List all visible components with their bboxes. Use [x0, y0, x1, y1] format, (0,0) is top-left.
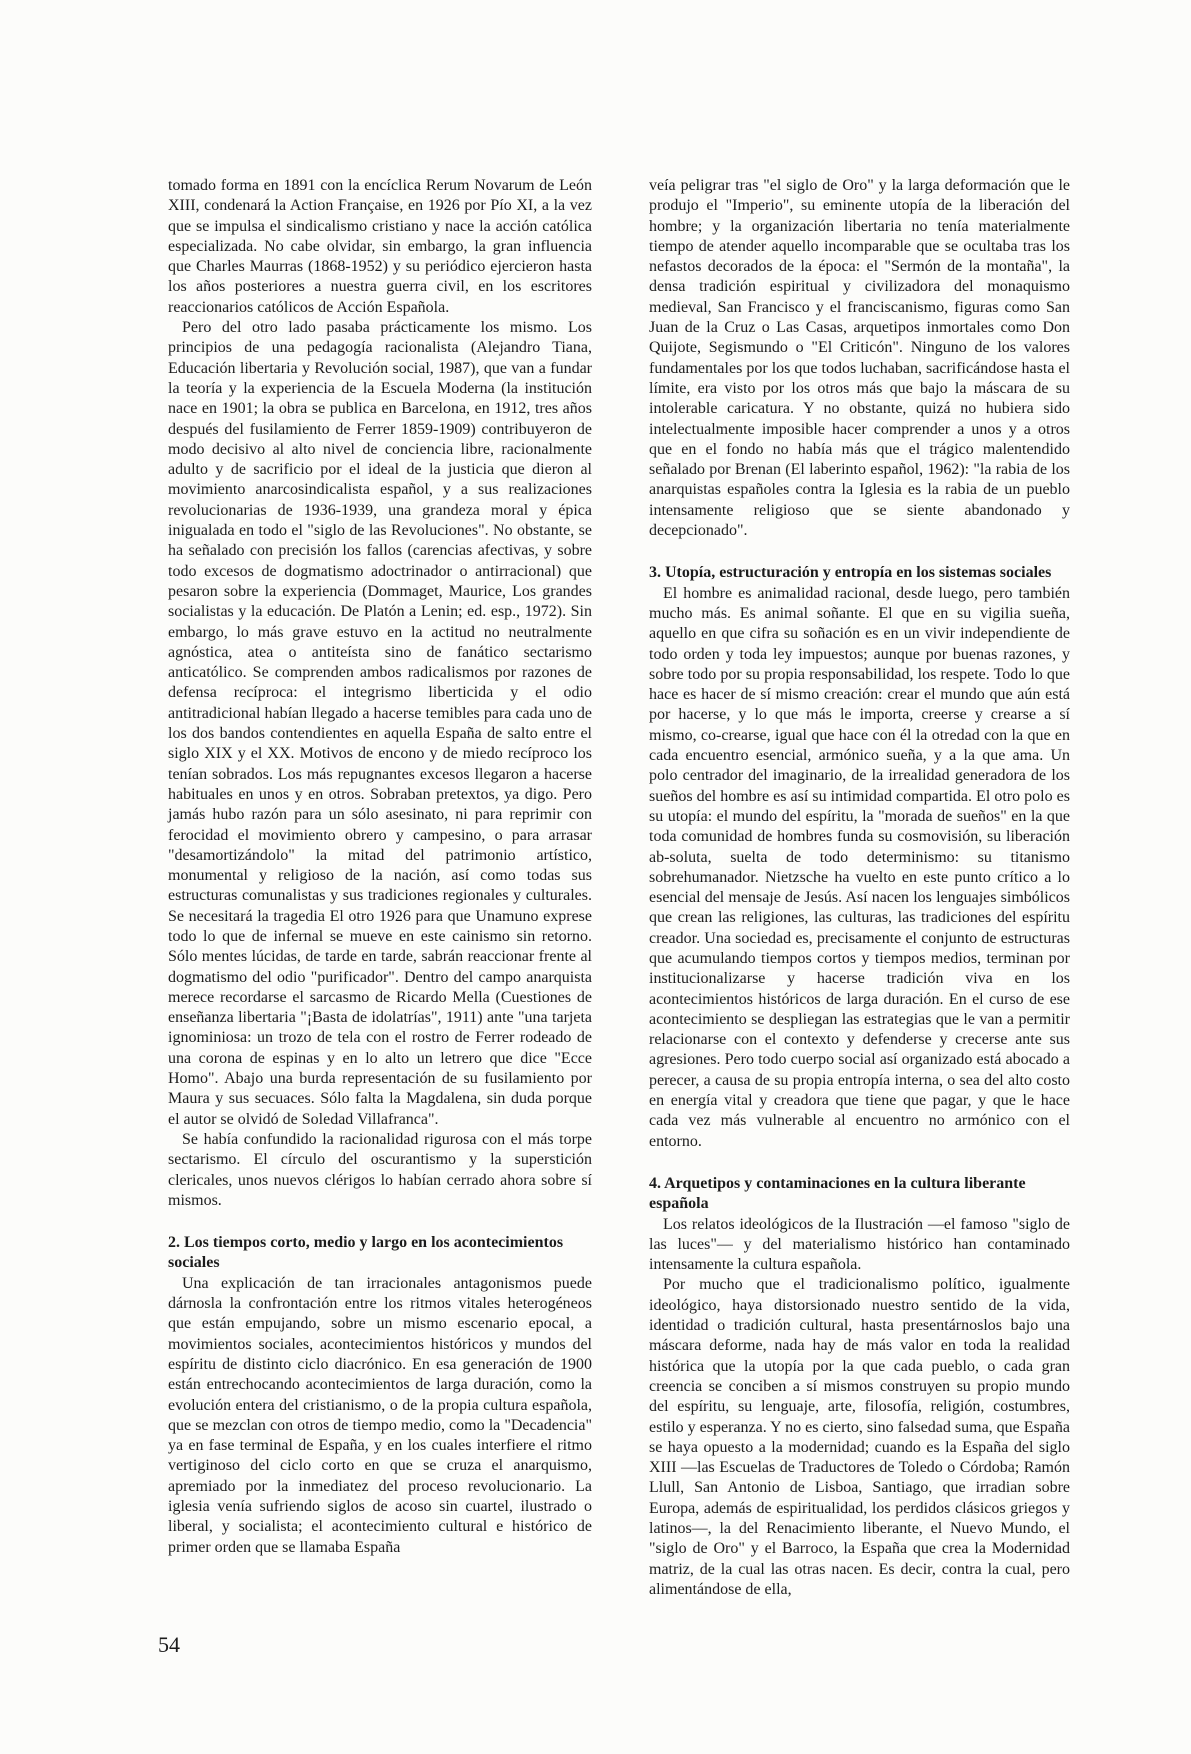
section-heading-3: 3. Utopía, estructuración y entropía en los sistemas sociales	[649, 564, 1052, 582]
right-column	[649, 176, 1070, 1600]
paragraph: veía peligrar tras "el siglo de Oro" y la larga deformación que le produjo el "Imperio", su eminente utopía de la liberación del hombre; y la organización libertaria no tenía materialmente tiempo de atender aquello incomparable que se ocultaba tras los nefastos decorados de la época: el "Sermón de la montaña", la densa tradición espiritual y civilizadora del monaquismo medieval, San Francisco y el franciscanismo, figuras como San Juan de la Cruz o Las Casas, arquetipos inmortales como Don Quijote, Segismundo o "El Criticón". Ninguno de los valores fundamentales por los que todos luchaban, sacrificándose hasta el límite, era visto por los otros más que bajo la máscara de su intolerable caricatura. Y no obstante, quizá no hubiera sido intelectualmente imposible hacer comprender a unos y a otros que en el fondo no había más que el trágico malentendido señalado por Brenan (El laberinto español, 1962): "la rabia de los anarquistas españoles contra la Iglesia es la rabia de un pueblo intensamente religioso que se siente abandonado y decepcionado".	[649, 177, 1070, 540]
paragraph: tomado forma en 1891 con la encíclica Rerum Novarum de León XIII, condenará la Action Française, en 1926 por Pío XI, a la vez que se impulsa el sindicalismo cristiano y nace la acción católica especializada. No cabe olvidar, sin embargo, la gran influencia que Charles Maurras (1868-1952) y su periódico ejercieron hasta los años posteriores a nuestra guerra civil, en los escritores reaccionarios católicos de Acción Española.	[168, 177, 592, 316]
paragraph: Una explicación de tan irracionales antagonismos puede dárnosla la confrontación entre los ritmos vitales heterogéneos que están empujando, sobre un mismo escenario epocal, a movimientos sociales, acontecimientos históricos y mundos del espíritu de distinto ciclo diacrónico. En esa generación de 1900 están entrechocando acontecimientos de larga duración, como la evolución entera del cristianismo, o de la propia cultura española, que se mezclan con otros de tiempo medio, como la "Decadencia" ya en fase terminal de España, y en los cuales interfiere el ritmo vertiginoso del ciclo corto en que se cruza el anarquismo, apremiado por la inmediatez del proceso revolucionario. La iglesia venía sufriendo siglos de acoso sin cuartel, ilustrado o liberal, y socialista; el acontecimiento cultural e histórico de primer orden que se llamaba España	[168, 1274, 592, 1556]
paragraph: Los relatos ideológicos de la Ilustración —el famoso "siglo de las luces"— y del materialismo histórico han contaminado intensamente la cultura española.	[649, 1215, 1070, 1274]
paragraph: Por mucho que el tradicionalismo político, igualmente ideológico, haya distorsionado nuestro sentido de la vida, identidad o tradición cultural, hasta presentárnoslos bajo una máscara deforme, nada hay de más valor en toda la realidad histórica que la utopía por la que cada pueblo, o cada gran creencia se conciben a sí mismos construyen su propio mundo del espíritu, su lenguaje, arte, filosofía, religión, costumbres, estilo y esperanza. Y no es cierto, sino falsedad suma, que España se haya opuesto a la modernidad; cuando es la España del siglo XIII —las Escuelas de Traductores de Toledo o Córdoba; Ramón Llull, San Antonio de Lisboa, Santiago, que irradian sobre Europa, además de espiritualidad, los perdidos clásicos griegos y latinos—, la del Renacimiento liberante, el Nuevo Mundo, el "siglo de Oro" y el Barroco, la España que crea la Modernidad matriz, de la cual las otras nacen. Es decir, contra la cual, pero alimentándose de ella,	[649, 1276, 1070, 1598]
section-heading-2: 2. Los tiempos corto, medio y largo en los acontecimientos sociales	[168, 1234, 564, 1272]
paragraph: El hombre es animalidad racional, desde luego, pero también mucho más. Es animal soñante. El que en su vigilia sueña, aquello en que cifra su soñación es en un vivir independiente de todo orden y toda ley impuestos; aunque por buenas razones, y sobre todo por su propia responsabilidad, los respete. Todo lo que hace es hacer de sí mismo creación: crear el mundo que aún está por hacerse, y lo que más le importa, creerse y crearse a sí mismo, co-crearse, igual que hace con él la otredad con la que en cada encuentro esencial, armónico sueña, y a la que ama. Un polo centrador del imaginario, de la irrealidad generadora de los sueños del hombre es así su intimidad compartida. El otro polo es su utopía: el mundo del espíritu, la "morada de sueños" en la que toda comunidad de hombres funda su cosmovisión, su liberación ab-soluta, suelta de todo determinismo: su titanismo sobrehumanador. Nietzsche ha vuelto en este punto crítico a lo esencial del mensaje de Jesús. Así nacen los lenguajes simbólicos que crean las religiones, las culturas, las tradiciones del espíritu creador. Una sociedad es, precisamente el conjunto de estructuras que acumulando tiempos cortos y tiempos medios, terminan por institucionalizarse y hacerse tradición viva en los acontecimientos históricos de larga duración. En el curso de ese acontecimiento se despliegan las estrategias que le van a permitir relacionarse con el contexto y defenderse y crecerse ante sus agresiones. Pero todo cuerpo social así organizado está abocado a perecer, a causa de su propia entropía interna, o sea del alto costo en energía vital y creadora que tiene que pagar, y que le hace cada vez más vulnerable al encuentro no armónico con el entorno.	[649, 584, 1070, 1150]
page-number: 54	[158, 1632, 180, 1657]
left-column	[168, 176, 592, 1558]
section-heading-4: 4. Arquetipos y contaminaciones en la cultura liberante española	[649, 1174, 1026, 1213]
paragraph: Se había confundido la racionalidad rigurosa con el más torpe sectarismo. El círculo del oscurantismo y la superstición clericales, unos nuevos clérigos lo habían cerrado ahora sobre sí mismos.	[168, 1130, 592, 1209]
paragraph: Pero del otro lado pasaba prácticamente los mismo. Los principios de una pedagogía racionalista (Alejandro Tiana, Educación libertaria y Revolución social, 1987), que van a fundar la teoría y la experiencia de la Escuela Moderna (la institución nace en 1901; la obra se publica en Barcelona, en 1912, tres años después del fusilamiento de Ferrer 1859-1909) contribuyeron de modo decisivo al alto nivel de conciencia libre, racionalmente adulto y de sacrificio por el ideal de la justicia que dieron al movimiento anarcosindicalista español, y a sus realizaciones revolucionarias de 1936-1939, una grandeza moral y épica inigualada en todo el "siglo de las Revoluciones". No obstante, se ha señalado con precisión los fallos (carencias afectivas, y sobre todo excesos de dogmatismo adoctrinador o antirracional) que pesaron sobre la experiencia (Dommaget, Maurice, Los grandes socialistas y la educación. De Platón a Lenin; ed. esp., 1972). Sin embargo, lo más grave estuvo en la actitud no neutralmente agnóstica, atea o antiteísta sino de fanático sectarismo anticatólico. Se comprenden ambos radicalismos por razones de defensa recíproca: el integrismo liberticida y el odio antitradicional habían llegado a hacerse temibles para cada uno de los dos bandos contendientes en aquella España de salto entre el siglo XIX y el XX. Motivos de encono y de miedo recíproco los tenían sobrados. Los más repugnantes excesos llegaron a hacerse habituales en unos y en otros. Sobraban pretextos, ya digo. Pero jamás hubo razón para un sólo asesinato, ni para reprimir con ferocidad el movimiento obrero y campesino, o para arrasar "desamortizándolo" la mitad del patrimonio artístico, monumental y religioso de la nación, así como todas sus estructuras comunalistas y sus tradiciones regionales y culturales. Se necesitará la tragedia El otro 1926 para que Unamuno exprese todo lo que de infernal se mueve en este cainismo sin retorno. Sólo mentes lúcidas, de tarde en tarde, sabrán reaccionar frente al dogmatismo del odio "purificador". Dentro del campo anarquista merece recordarse el sarcasmo de Ricardo Mella (Cuestiones de enseñanza libertaria "¡Basta de idolatrías", 1911) ante "una tarjeta ignominiosa: un trozo de tela con el rostro de Ferrer rodeado de una corona de espinas y en lo alto un letrero que dice "Ecce Homo". Abajo una burda representación de su fusilamiento por Maura y sus secuaces. Sólo falta la Magdalena, sin duda porque el autor se olvidó de Soledad Villafranca".	[168, 319, 592, 1128]
